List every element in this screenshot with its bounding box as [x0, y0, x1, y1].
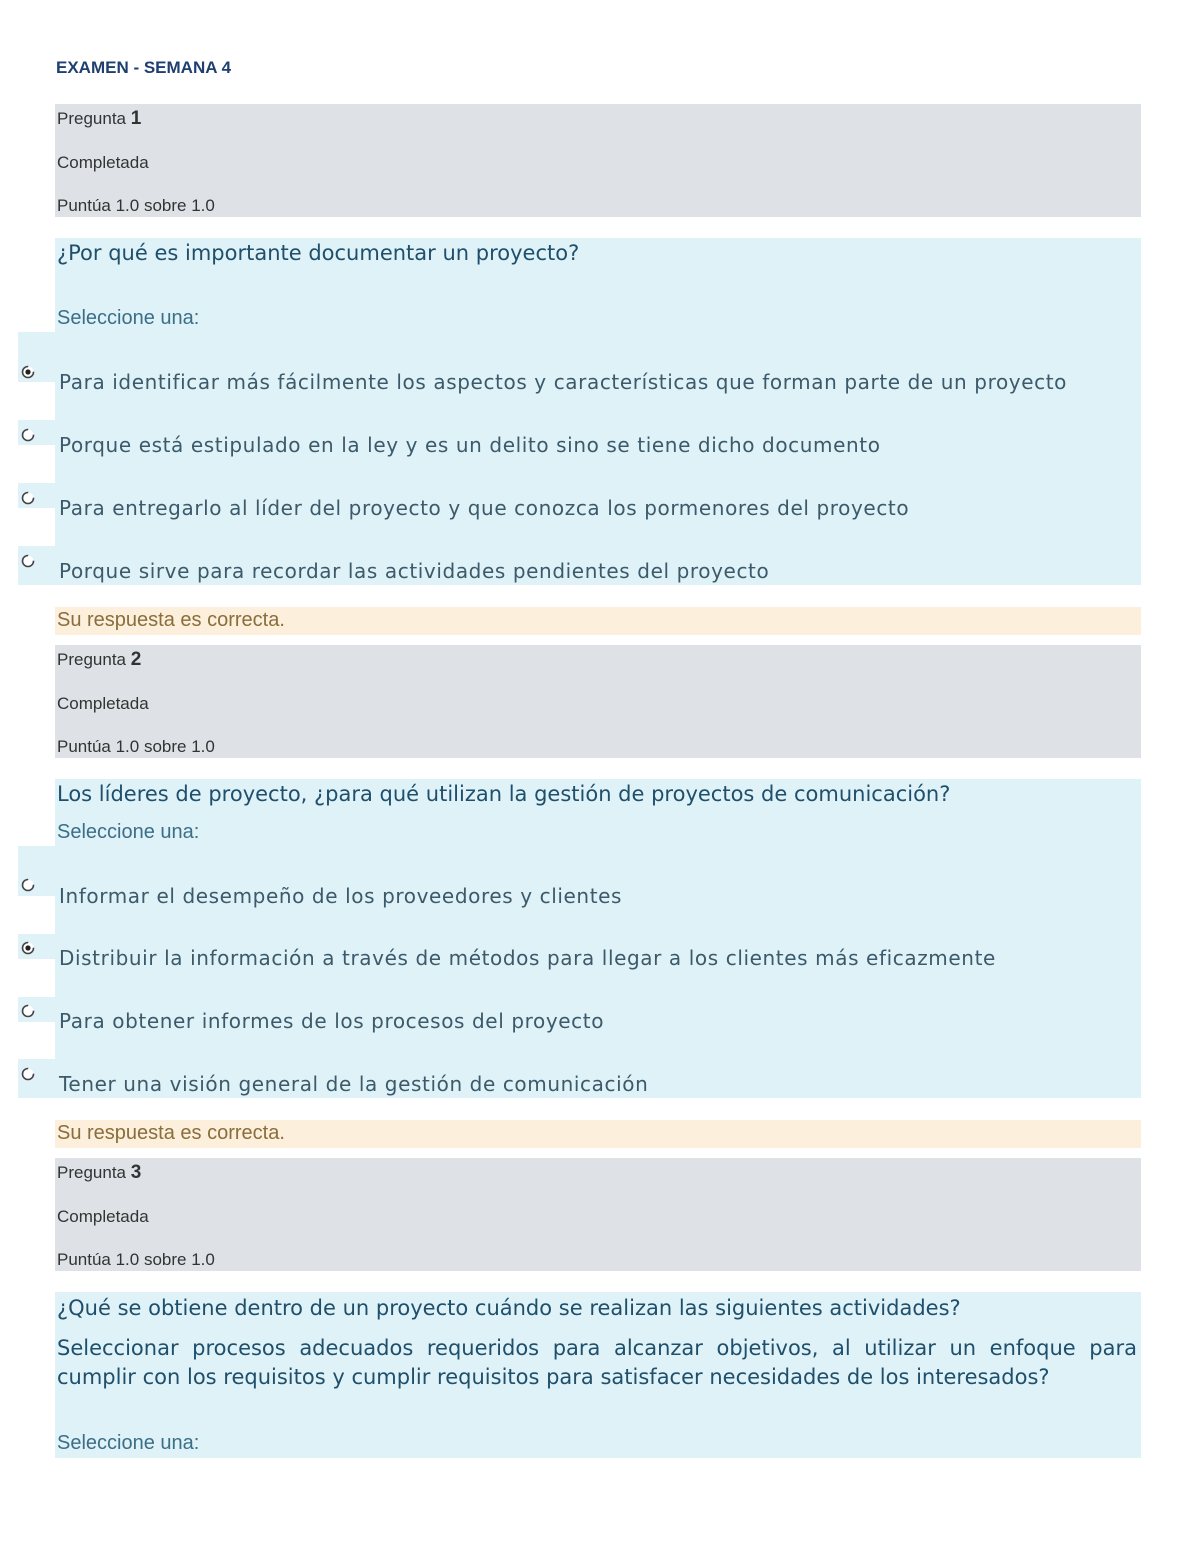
question-label: Pregunta — [57, 1163, 126, 1182]
question-score: Puntúa 1.0 sobre 1.0 — [57, 737, 215, 756]
option-1-1-label[interactable]: Para identificar más fácilmente los aspectos y características que forman parte de un proyecto — [59, 370, 1068, 394]
question-1-body — [55, 238, 1141, 585]
question-label: Pregunta — [57, 109, 126, 128]
question-3-text: ¿Qué se obtiene dentro de un proyecto cuándo se realizan las siguientes actividades? — [57, 1296, 961, 1320]
radio-option-1-4[interactable] — [20, 553, 36, 569]
option-2-1-label[interactable]: Informar el desempeño de los proveedores y clientes — [59, 884, 623, 908]
question-1-prompt: Seleccione una: — [57, 307, 200, 329]
question-2-body — [55, 779, 1141, 1098]
option-2-3-label[interactable]: Para obtener informes de los procesos del proyecto — [59, 1009, 605, 1033]
question-3-text-detail: Seleccionar procesos adecuados requeridos para alcanzar objetivos, al utilizar un enfoque para cumplir con los requisitos y cumplir requisitos para satisfacer necesidades de los interesados? — [57, 1336, 1137, 1389]
question-number: 2 — [130, 649, 142, 670]
question-status: Completada — [57, 1207, 149, 1226]
page-title: EXAMEN - SEMANA 4 — [56, 58, 232, 77]
question-number: 3 — [130, 1162, 142, 1183]
question-3-prompt: Seleccione una: — [57, 1432, 200, 1454]
option-1-2-label[interactable]: Porque está estipulado en la ley y es un delito sino se tiene dicho documento — [59, 433, 881, 457]
question-2-info — [55, 645, 1141, 758]
question-3-info — [55, 1158, 1141, 1271]
radio-option-2-1[interactable] — [20, 877, 36, 893]
option-1-4-label[interactable]: Porque sirve para recordar las actividades pendientes del proyecto — [59, 559, 770, 583]
question-2-feedback: Su respuesta es correcta. — [55, 1120, 1141, 1148]
radio-option-2-4[interactable] — [20, 1066, 36, 1082]
radio-option-1-1[interactable] — [20, 364, 36, 380]
question-1-feedback: Su respuesta es correcta. — [55, 607, 1141, 635]
radio-option-1-2[interactable] — [20, 427, 36, 443]
question-label: Pregunta — [57, 650, 126, 669]
question-status: Completada — [57, 694, 149, 713]
question-1-info — [55, 104, 1141, 217]
option-1-3-label[interactable]: Para entregarlo al líder del proyecto y que conozca los pormenores del proyecto — [59, 496, 910, 520]
question-score: Puntúa 1.0 sobre 1.0 — [57, 1250, 215, 1269]
question-number: 1 — [130, 108, 142, 129]
radio-option-2-2[interactable] — [20, 940, 36, 956]
question-2-prompt: Seleccione una: — [57, 821, 200, 843]
question-score: Puntúa 1.0 sobre 1.0 — [57, 196, 215, 215]
option-2-4-label[interactable]: Tener una visión general de la gestión de comunicación — [59, 1072, 649, 1096]
question-status: Completada — [57, 153, 149, 172]
radio-option-1-3[interactable] — [20, 490, 36, 506]
option-2-2-label[interactable]: Distribuir la información a través de métodos para llegar a los clientes más eficazmente — [59, 946, 996, 970]
radio-option-2-3[interactable] — [20, 1003, 36, 1019]
question-1-text: ¿Por qué es importante documentar un proyecto? — [57, 241, 580, 265]
question-2-text: Los líderes de proyecto, ¿para qué utilizan la gestión de proyectos de comunicación? — [57, 782, 951, 806]
